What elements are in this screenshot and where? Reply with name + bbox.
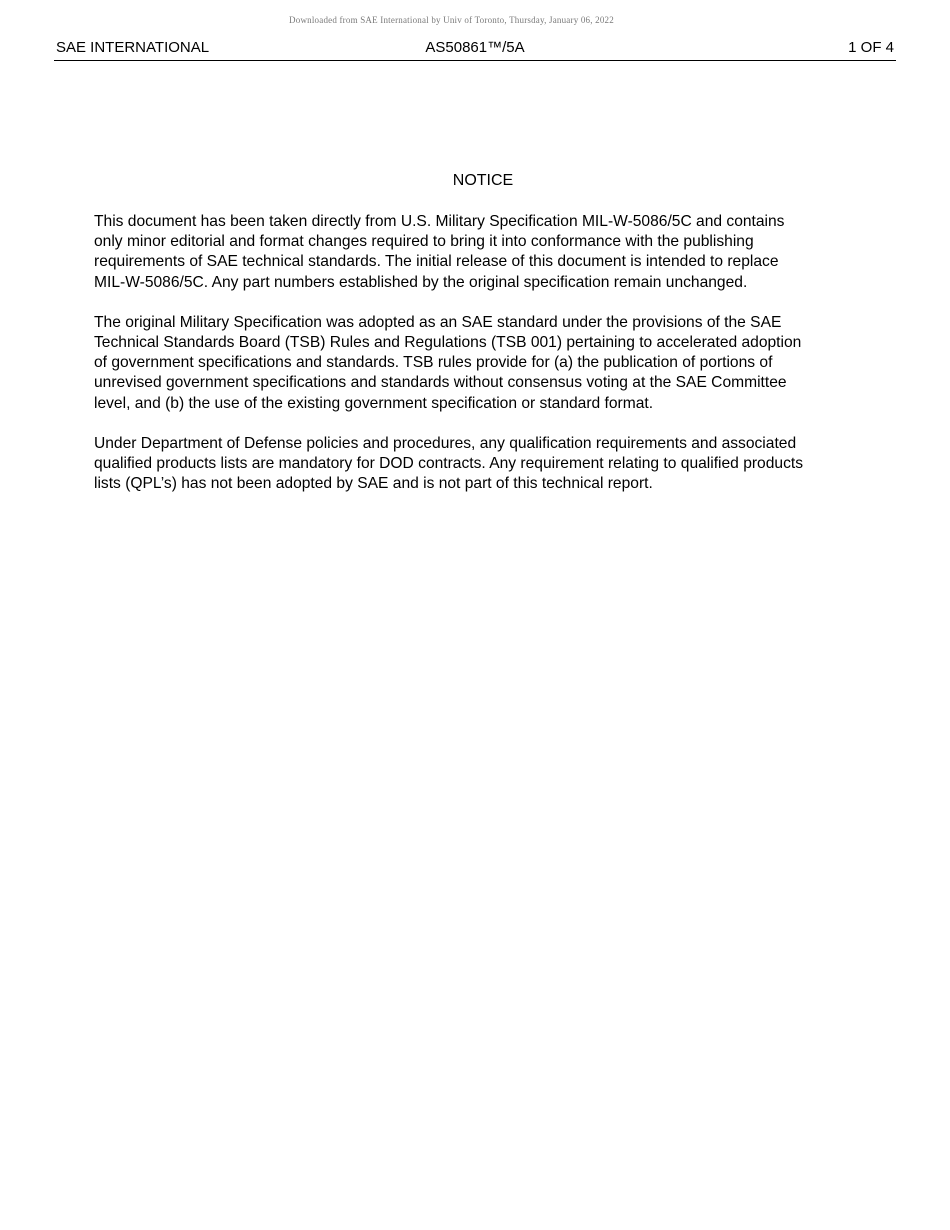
download-watermark: Downloaded from SAE International by Univ of Toronto, Thursday, January 06, 2022 (289, 15, 614, 25)
notice-body (94, 212, 884, 514)
header-organization: SAE INTERNATIONAL (56, 39, 210, 56)
notice-paragraph: Under Department of Defense policies and procedures, any qualification requirements and associated qualified products lists are mandatory for DOD contracts. Any requirement relating to qualified products lists (QPL’s) has not been adopted by SAE and is not part of this technical report. (94, 434, 803, 493)
page-header (54, 38, 896, 61)
header-page-number: 1 OF 4 (848, 39, 894, 56)
notice-title: NOTICE (452, 172, 514, 189)
header-document-number: AS50861™/5A (425, 39, 525, 56)
notice-paragraph: The original Military Specification was adopted as an SAE standard under the provisions of the SAE Technical Standards Board (TSB) Rules and Regulations (TSB 001) pertaining to accelerated adoption of government specifications and standards. TSB rules provide for (a) the publication of portions of unrevised government specifications and standards without consensus voting at the SAE Committee level, and (b) the use of the existing government specification or standard format. (94, 313, 802, 412)
notice-paragraph: This document has been taken directly from U.S. Military Specification MIL-W-5086/5C and contains only minor editorial and format changes required to bring it into conformance with the publishing requirements of SAE technical standards. The initial release of this document is intended to replace MIL-W-5086/5C. Any part numbers established by the original specification remain unchanged. (94, 213, 785, 291)
